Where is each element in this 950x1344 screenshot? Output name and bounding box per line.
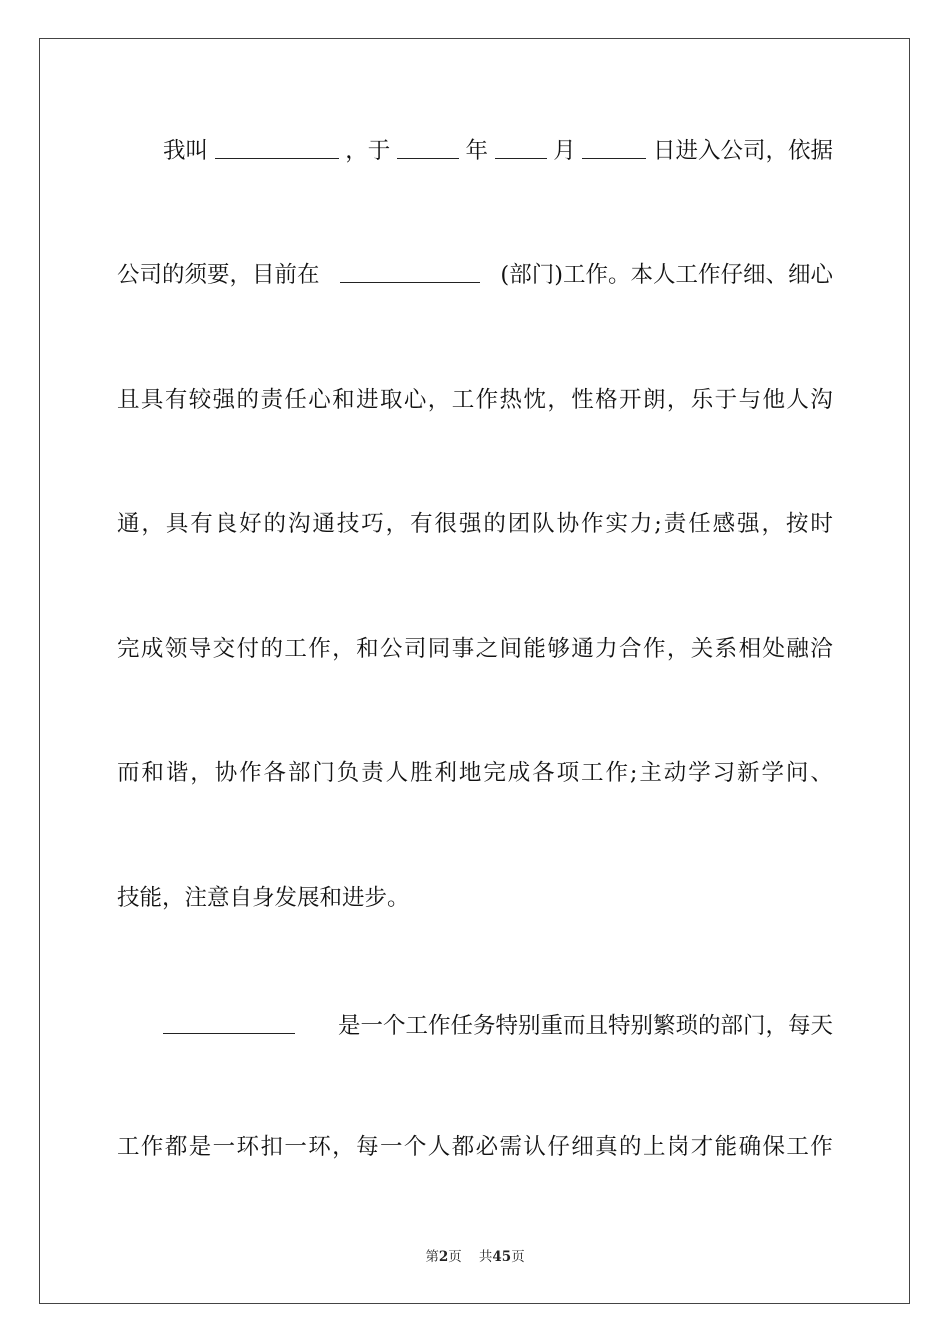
page-footer [0, 1247, 950, 1267]
total-suffix: 页 [511, 1249, 525, 1265]
page-suffix: 页 [448, 1249, 462, 1265]
text-segment: 是一个工作任务特别重而且特别繁琐的部门，每天 [337, 1013, 833, 1039]
paragraph-2-line-1 [163, 1011, 833, 1041]
paragraph-1-line-2 [117, 260, 833, 290]
text-segment: ，于 [345, 138, 391, 164]
paragraph-1-line-6: 而 和 谐 ， 协 作 各 部 门 负 责 人 胜 利 地 完 成 各 项 工 作 ; 主 动 学 习 新 学 问 、 [117, 760, 833, 786]
paragraph-2-line-2: 工 作 都 是 一 环 扣 一 环 ， 每 一 个 人 都 必 需 认 仔 细 真 的 上 岗 才 能 确 保 工 作 [117, 1134, 833, 1160]
page-prefix: 第 [425, 1249, 439, 1265]
day-blank[interactable] [582, 136, 646, 159]
text-segment: (部门)工作。本人工作仔细、细心 [500, 262, 833, 288]
text-segment: 年 [465, 138, 488, 164]
text-segment: 公司的须要，目前在 [117, 262, 320, 288]
text-segment: 日进入公司，依据 [652, 138, 833, 164]
month-blank[interactable] [495, 136, 547, 159]
paragraph-1-line-7: 技能，注意自身发展和进步。 [117, 885, 410, 911]
paragraph-1-line-3: 且 具 有 较 强 的 责 任 心 和 进 取 心 ， 工 作 热 忱 ， 性 格 开 朗 ， 乐 于 与 他 人 沟 [117, 387, 833, 413]
year-blank[interactable] [397, 136, 459, 159]
page-frame [39, 38, 910, 1304]
text-segment: 月 [553, 138, 576, 164]
unit-blank[interactable] [163, 1011, 295, 1034]
department-blank[interactable] [340, 260, 480, 283]
page-number: 2 [438, 1249, 449, 1265]
paragraph-1-line-4: 通 ， 具 有 良 好 的 沟 通 技 巧 ， 有 很 强 的 团 队 协 作 实 力 ; 责 任 感 强 ， 按 时 [117, 511, 833, 537]
name-blank[interactable] [215, 136, 339, 159]
paragraph-1-line-5: 完 成 领 导 交 付 的 工 作 ， 和 公 司 同 事 之 间 能 够 通 力 合 作 ， 关 系 相 处 融 洽 [117, 636, 833, 662]
text-segment: 我叫 [163, 138, 209, 164]
total-pages: 45 [492, 1249, 512, 1265]
paragraph-1-line-1 [163, 136, 833, 166]
total-prefix: 共 [478, 1249, 493, 1265]
